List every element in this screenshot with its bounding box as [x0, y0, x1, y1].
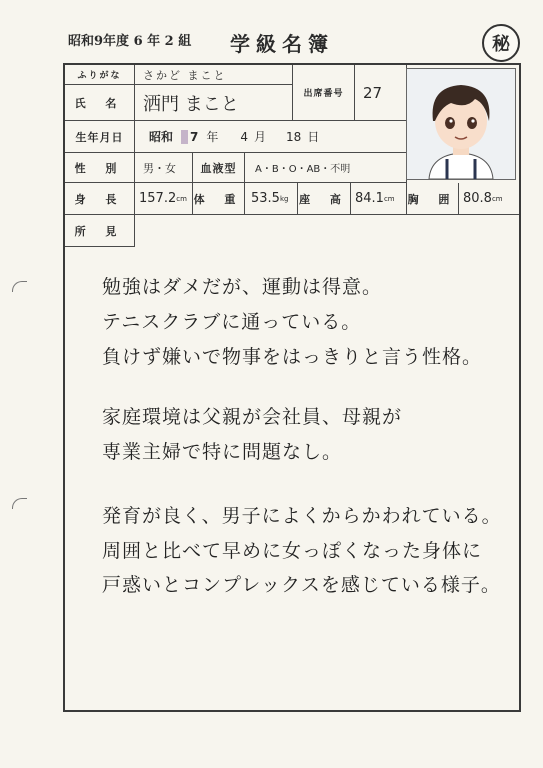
- height-number: 157.2: [139, 191, 177, 206]
- sex-options-text: 男・女: [143, 161, 176, 175]
- sitting-number: 84.1: [355, 191, 384, 206]
- birth-label: 生年月日: [65, 121, 135, 153]
- birth-month: 4: [240, 129, 249, 144]
- birth-year-unit: 年: [206, 130, 219, 144]
- weight-number: 53.5: [251, 191, 280, 206]
- note-line: 勉強はダメだが、運動は得意。: [102, 276, 383, 298]
- birth-day-unit: 日: [307, 130, 320, 144]
- height-unit: cm: [176, 194, 187, 203]
- binder-hole-mark: [12, 281, 27, 292]
- blood-options: [245, 153, 407, 183]
- page-title: 学級名簿: [230, 32, 334, 56]
- confidential-seal-icon: [482, 24, 520, 62]
- note-line: 発育が良く、男子によくからかわれている。: [102, 505, 502, 527]
- note-line: 負けず嫌いで物事をはっきりと言う性格。: [102, 346, 483, 368]
- weight-unit: kg: [279, 194, 289, 203]
- note-line: 専業主婦で特に問題なし。: [102, 441, 343, 463]
- remarks-label: 所 見: [65, 215, 135, 247]
- sitting-unit: cm: [383, 194, 395, 203]
- chest-label: 胸 囲: [407, 183, 459, 215]
- note-line: テニスクラブに通っている。: [102, 311, 362, 333]
- chest-value: [459, 183, 519, 215]
- student-portrait-icon: [407, 69, 515, 179]
- seal-text: 秘: [492, 34, 510, 55]
- furigana-value: さかど まこと: [135, 65, 293, 85]
- blood-label: 血液型: [193, 153, 245, 183]
- sex-label: 性 別: [65, 153, 135, 183]
- birth-value: [135, 121, 407, 153]
- birth-month-unit: 月: [254, 130, 267, 144]
- sitting-label: 座 高: [298, 183, 351, 215]
- student-portrait: [406, 68, 516, 180]
- weight-label: 体 重: [193, 183, 245, 215]
- note-line: 戸惑いとコンプレックスを感じている様子。: [102, 574, 501, 596]
- blood-options-text: A・B・O・AB・不明: [255, 164, 351, 175]
- height-value: [135, 183, 193, 215]
- note-line: 家庭環境は父親が会社員、母親が: [102, 406, 403, 428]
- weight-value: [245, 183, 298, 215]
- sitting-value: [351, 183, 407, 215]
- chest-number: 80.8: [463, 191, 492, 206]
- seat-value: 27: [355, 65, 407, 121]
- birth-day: 18: [286, 129, 302, 144]
- redaction-mark: [181, 130, 188, 144]
- birth-year: 7: [190, 129, 199, 144]
- binder-hole-mark: [12, 498, 27, 509]
- name-value: 洒門 まこと: [135, 85, 293, 121]
- sex-options: [135, 153, 193, 183]
- seat-label: 出席番号: [293, 65, 355, 121]
- name-label: 氏 名: [65, 85, 135, 121]
- chest-unit: cm: [491, 194, 503, 203]
- note-line: 周囲と比べて早めに女っぽくなった身体に: [102, 540, 483, 562]
- furigana-label: ふりがな: [65, 65, 135, 85]
- height-label: 身 長: [65, 183, 135, 215]
- header-era-year: 昭和9年度: [68, 34, 130, 49]
- birth-era: 昭和: [149, 130, 174, 144]
- header-grade: 6 年 2 組: [133, 34, 192, 49]
- header-year-grade: [68, 30, 191, 49]
